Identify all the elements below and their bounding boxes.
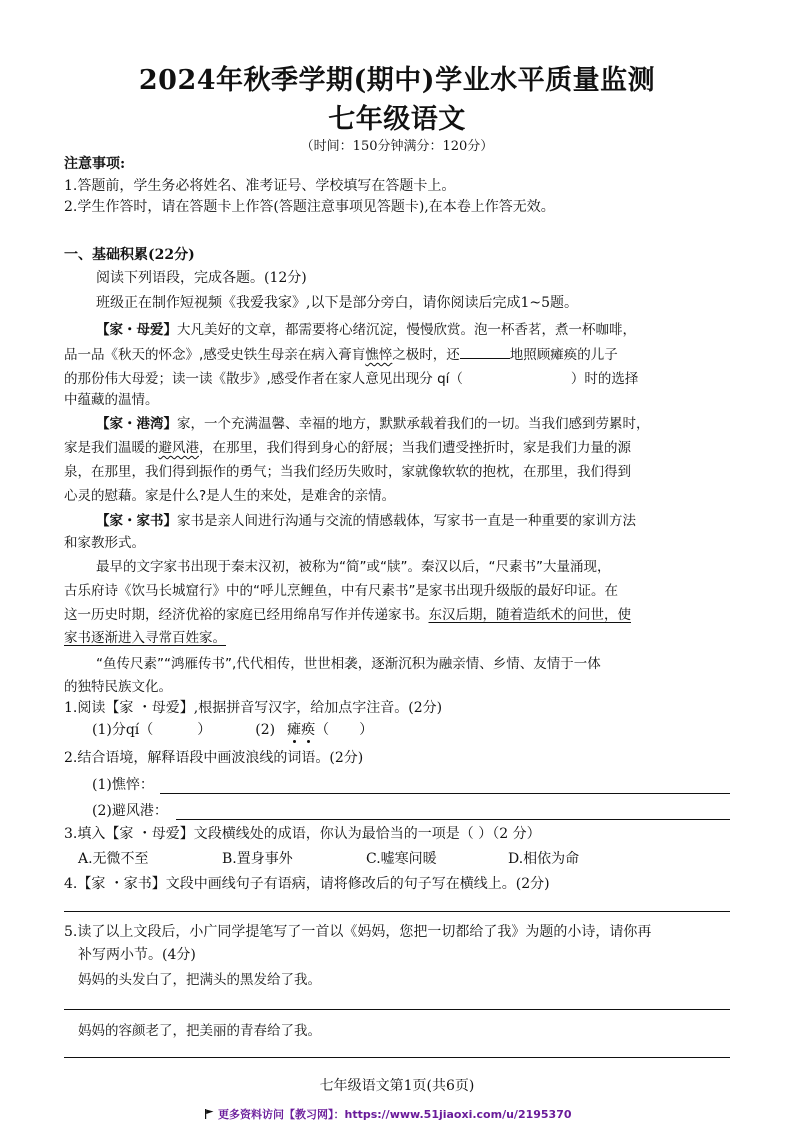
q2-answer-line-1[interactable] <box>160 793 730 794</box>
poem-line-1: 妈妈的头发白了，把满头的黑发给了我。 <box>78 972 321 988</box>
q2-label-qiaocui: (1)憔悴： <box>92 777 154 793</box>
underlined-sentence-part-1: 东汉后期，随着造纸术的问世，使 <box>428 607 631 623</box>
q3-option-c[interactable]: C.嘘寒问暖 <box>366 851 437 867</box>
mu-ai-line-4: 中蕴藏的温情。 <box>64 392 159 408</box>
mu-ai-tag: 【家・母爱】 <box>96 322 177 338</box>
promo-link[interactable] <box>204 1106 572 1122</box>
question-4-stem: 4.【家 ・家书】文段中画线句子有语病，请将修改后的句子写在横线上。(2分) <box>64 876 550 892</box>
q3-option-b[interactable]: B.置身事外 <box>222 851 293 867</box>
q2-label-bifenggang: (2)避风港： <box>92 803 168 819</box>
jia-shu-tag: 【家・家书】 <box>96 513 177 529</box>
jia-shu-line-5: 这一历史时期，经济优裕的家庭已经用绵帛写作并传递家书。东汉后期，随着造纸术的问世，使 <box>64 607 631 623</box>
q3-option-a[interactable]: A.无微不至 <box>78 851 149 867</box>
reading-intro: 阅读下列语段，完成各题。(12分) <box>96 270 307 286</box>
jia-shu-line-8: 的独特民族文化。 <box>64 679 172 695</box>
jia-shu-line-2: 和家教形式。 <box>64 535 145 551</box>
jia-shu-line-4: 古乐府诗《饮马长城窟行》中的“呼儿烹鲤鱼，中有尺素书”是家书出现升级版的最好印证。在 <box>64 583 618 599</box>
flag-icon <box>204 1109 214 1119</box>
question-3-stem: 3.填入【家 ・母爱】文段横线处的成语，你认为最恰当的一项是（ ）（2 分） <box>64 826 541 842</box>
underlined-sentence-part-2: 家书逐渐进入寻常百姓家。 <box>64 630 226 646</box>
gang-wan-line-4: 心灵的慰藉。家是什么?是人生的来处，是难舍的亲情。 <box>64 488 396 504</box>
question-5-stem-line-2: 补写两小节。(4分) <box>78 947 196 963</box>
wavy-word-qiaocui: 憔悴 <box>365 347 393 363</box>
question-1-parts: (1)分qí（ ） (2) 瘫痪（ ） <box>92 722 374 738</box>
page-number: 七年级语文第1页(共6页) <box>319 1078 475 1094</box>
idiom-blank <box>460 358 510 359</box>
jia-shu-line-7: “鱼传尺素”“鸿雁传书”,代代相传，世世相袭，逐渐沉积为融亲情、乡情、友情于一体 <box>96 656 601 672</box>
dotted-char-tan: 瘫 <box>287 722 302 738</box>
question-2-stem: 2.结合语境，解释语段中画波浪线的词语。(2分) <box>64 750 364 766</box>
note-item-2: 2.学生作答时，请在答题卡上作答(答题注意事项见答题卡),在本卷上作答无效。 <box>64 199 555 215</box>
wavy-word-bifenggang: 避风港 <box>158 440 199 456</box>
q3-option-d[interactable]: D.相依为命 <box>508 851 580 867</box>
gang-wan-tag: 【家・港湾】 <box>96 416 177 432</box>
note-item-1: 1.答题前，学生务必将姓名、准考证号、学校填写在答题卡上。 <box>64 178 456 194</box>
jia-shu-line-1: 【家・家书】家书是亲人间进行沟通与交流的情感载体，写家书一直是一种重要的家训方法 <box>96 513 636 529</box>
mu-ai-line-2: 品一品《秋天的怀念》,感受史铁生母亲在病入膏肓憔悴之极时，还 地照顾瘫痪的儿子 <box>64 347 618 363</box>
jia-shu-line-6 <box>64 626 226 646</box>
q4-answer-line[interactable] <box>64 911 730 912</box>
exam-info: （时间：150分钟满分：120分） <box>300 139 494 154</box>
poem-line-2: 妈妈的容颜老了，把美丽的青春给了我。 <box>78 1023 321 1039</box>
mu-ai-line-1: 【家・母爱】大凡美好的文章，都需要将心绪沉淀，慢慢欣赏。泡一杯香茗，煮一杯咖啡， <box>96 322 636 338</box>
gang-wan-line-1: 【家・港湾】家，一个充满温馨、幸福的地方，默默承载着我们的一切。当我们感到劳累时， <box>96 416 650 432</box>
promo-text[interactable]: 更多资料访问【教习网】：https://www.51jiaoxi.com/u/2195370 <box>218 1108 572 1121</box>
jia-shu-line-3: 最早的文字家书出现于秦末汉初，被称为“简”或“牍”。秦汉以后，“尺素书”大量涌现， <box>96 559 611 575</box>
q2-answer-line-2[interactable] <box>176 819 730 820</box>
exam-title: 2024年秋季学期(期中)学业水平质量监测 <box>138 65 656 96</box>
gang-wan-line-3: 泉，在那里，我们得到振作的勇气；当我们经历失败时，家就像软软的抱枕，在那里，我们得到 <box>64 464 631 480</box>
exam-subject: 七年级语文 <box>328 104 466 135</box>
question-5-stem-line-1: 5.读了以上文段后，小广同学提笔写了一首以《妈妈，您把一切都给了我》为题的小诗，请你再 <box>64 924 652 940</box>
q5-answer-line-2[interactable] <box>64 1057 730 1058</box>
q5-answer-line-1[interactable] <box>64 1009 730 1010</box>
dotted-char-huan: 痪 <box>301 722 316 738</box>
mu-ai-line-3: 的那份伟大母爱；读一读《散步》,感受作者在家人意见出现分 qí（ ）时的选择 <box>64 371 639 387</box>
notes-heading: 注意事项: <box>64 156 126 172</box>
section-heading: 一、基础积累(22分) <box>64 247 195 263</box>
task-intro: 班级正在制作短视频《我爱我家》,以下是部分旁白，请你阅读后完成1~5题。 <box>96 295 578 311</box>
gang-wan-line-2: 家是我们温暖的避风港，在那里，我们得到身心的舒展；当我们遭受挫折时，家是我们力量的源 <box>64 440 631 456</box>
question-1-stem: 1.阅读【家 ・母爱】,根据拼音写汉字，给加点字注音。(2分) <box>64 700 443 716</box>
